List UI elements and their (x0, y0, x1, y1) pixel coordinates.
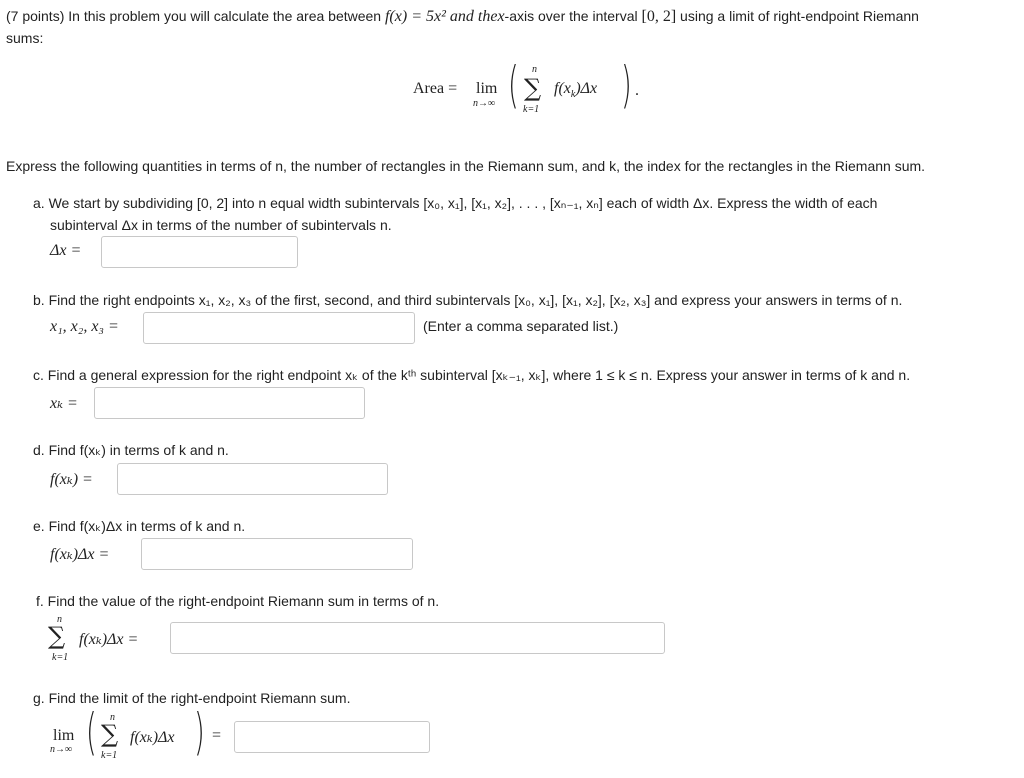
part-c-prompt: c. Find a general expression for the right endpoint xₖ of the kᵗʰ subinterval [xₖ₋₁, xₖ], where 1 ≤ k ≤ n. Express your answer in terms of k and n. (33, 367, 911, 383)
sigma-icon: ∑ (524, 74, 542, 102)
lim-label: lim (476, 80, 498, 97)
part-g-lim-sub: n→∞ (50, 744, 73, 755)
sum-top: n (532, 64, 537, 75)
right-paren: ) (621, 56, 632, 114)
lim-subscript: n→∞ (473, 98, 496, 109)
function-definition: f(x) = 5x² and the (384, 8, 498, 25)
part-a-prompt-2: subinterval Δx in terms of the number of subintervals n. (50, 217, 392, 233)
part-g-lim: lim (53, 727, 75, 744)
intro-line-2: sums: (6, 30, 44, 46)
part-g-left-paren: ( (86, 703, 97, 761)
interval: [0, 2] (641, 8, 677, 25)
f-xk-input[interactable] (117, 463, 388, 495)
area-formula (413, 58, 653, 120)
sum-term: $f(x_k)\Delta x$ (554, 80, 598, 101)
intro-text-3: using a limit of right-endpoint Riemann (680, 8, 919, 24)
riemann-limit-input[interactable] (234, 721, 430, 753)
left-paren: ( (508, 56, 519, 114)
part-f-sum-bottom: k=1 (52, 652, 69, 663)
part-b-label: x₁, x₂, x₃ = (50, 318, 119, 335)
formula-period: . (635, 82, 639, 99)
part-f-label: f(xₖ)Δx = (79, 631, 139, 648)
part-e-prompt: e. Find f(xₖ)Δx in terms of k and n. (33, 518, 246, 534)
xk-input[interactable] (94, 387, 365, 419)
points-label: (7 points) (6, 8, 65, 24)
part-c-label: xₖ = (50, 395, 78, 412)
right-endpoints-input[interactable] (143, 312, 415, 344)
intro-text-1: In this problem you will calculate the area between (68, 8, 382, 24)
part-e-label: f(xₖ)Δx = (50, 546, 110, 563)
part-b-prompt: b. Find the right endpoints x₁, x₂, x₃ of the first, second, and third subintervals [x₀, x₁], [x₁, x₂], [x₂, x₃] and express your answers in terms of n. (33, 292, 903, 308)
part-g-sum-top: n (110, 712, 115, 723)
intro-text-2: -axis over the interval (504, 8, 638, 24)
part-g-sum-bottom: k=1 (101, 750, 118, 761)
express-instructions: Express the following quantities in terms of n, the number of rectangles in the Riemann sum, and k, the index for the rectangles in the Riemann sum. (6, 158, 926, 174)
part-g-right-paren: ) (194, 703, 205, 761)
part-a-prompt: a. We start by subdividing [0, 2] into n equal width subintervals [x₀, x₁], [x₁, x₂], . . . , [xₙ₋₁, xₙ] each of width Δx. Express the width of each (33, 195, 878, 211)
problem-intro (6, 8, 919, 26)
part-g-term: f(xₖ)Δx (130, 729, 175, 746)
part-g-sigma-icon: ∑ (101, 720, 119, 748)
sum-bottom: k=1 (523, 104, 540, 115)
part-f-sum-top: n (57, 614, 62, 625)
riemann-sum-input[interactable] (170, 622, 665, 654)
part-b-hint: (Enter a comma separated list.) (423, 318, 619, 334)
part-d-prompt: d. Find f(xₖ) in terms of k and n. (33, 442, 229, 458)
part-g-equals: = (212, 727, 222, 744)
part-g-prompt: g. Find the limit of the right-endpoint Riemann sum. (33, 690, 351, 706)
part-a-label: Δx = (50, 242, 82, 259)
delta-x-input[interactable] (101, 236, 298, 268)
x-axis-var: x (497, 8, 505, 25)
area-lhs: Area = (413, 80, 458, 97)
part-f-prompt: f. Find the value of the right-endpoint Riemann sum in terms of n. (36, 593, 440, 609)
f-xk-delta-x-input[interactable] (141, 538, 413, 570)
part-d-label: f(xₖ) = (50, 471, 93, 488)
part-f-sigma-icon: ∑ (48, 622, 66, 650)
